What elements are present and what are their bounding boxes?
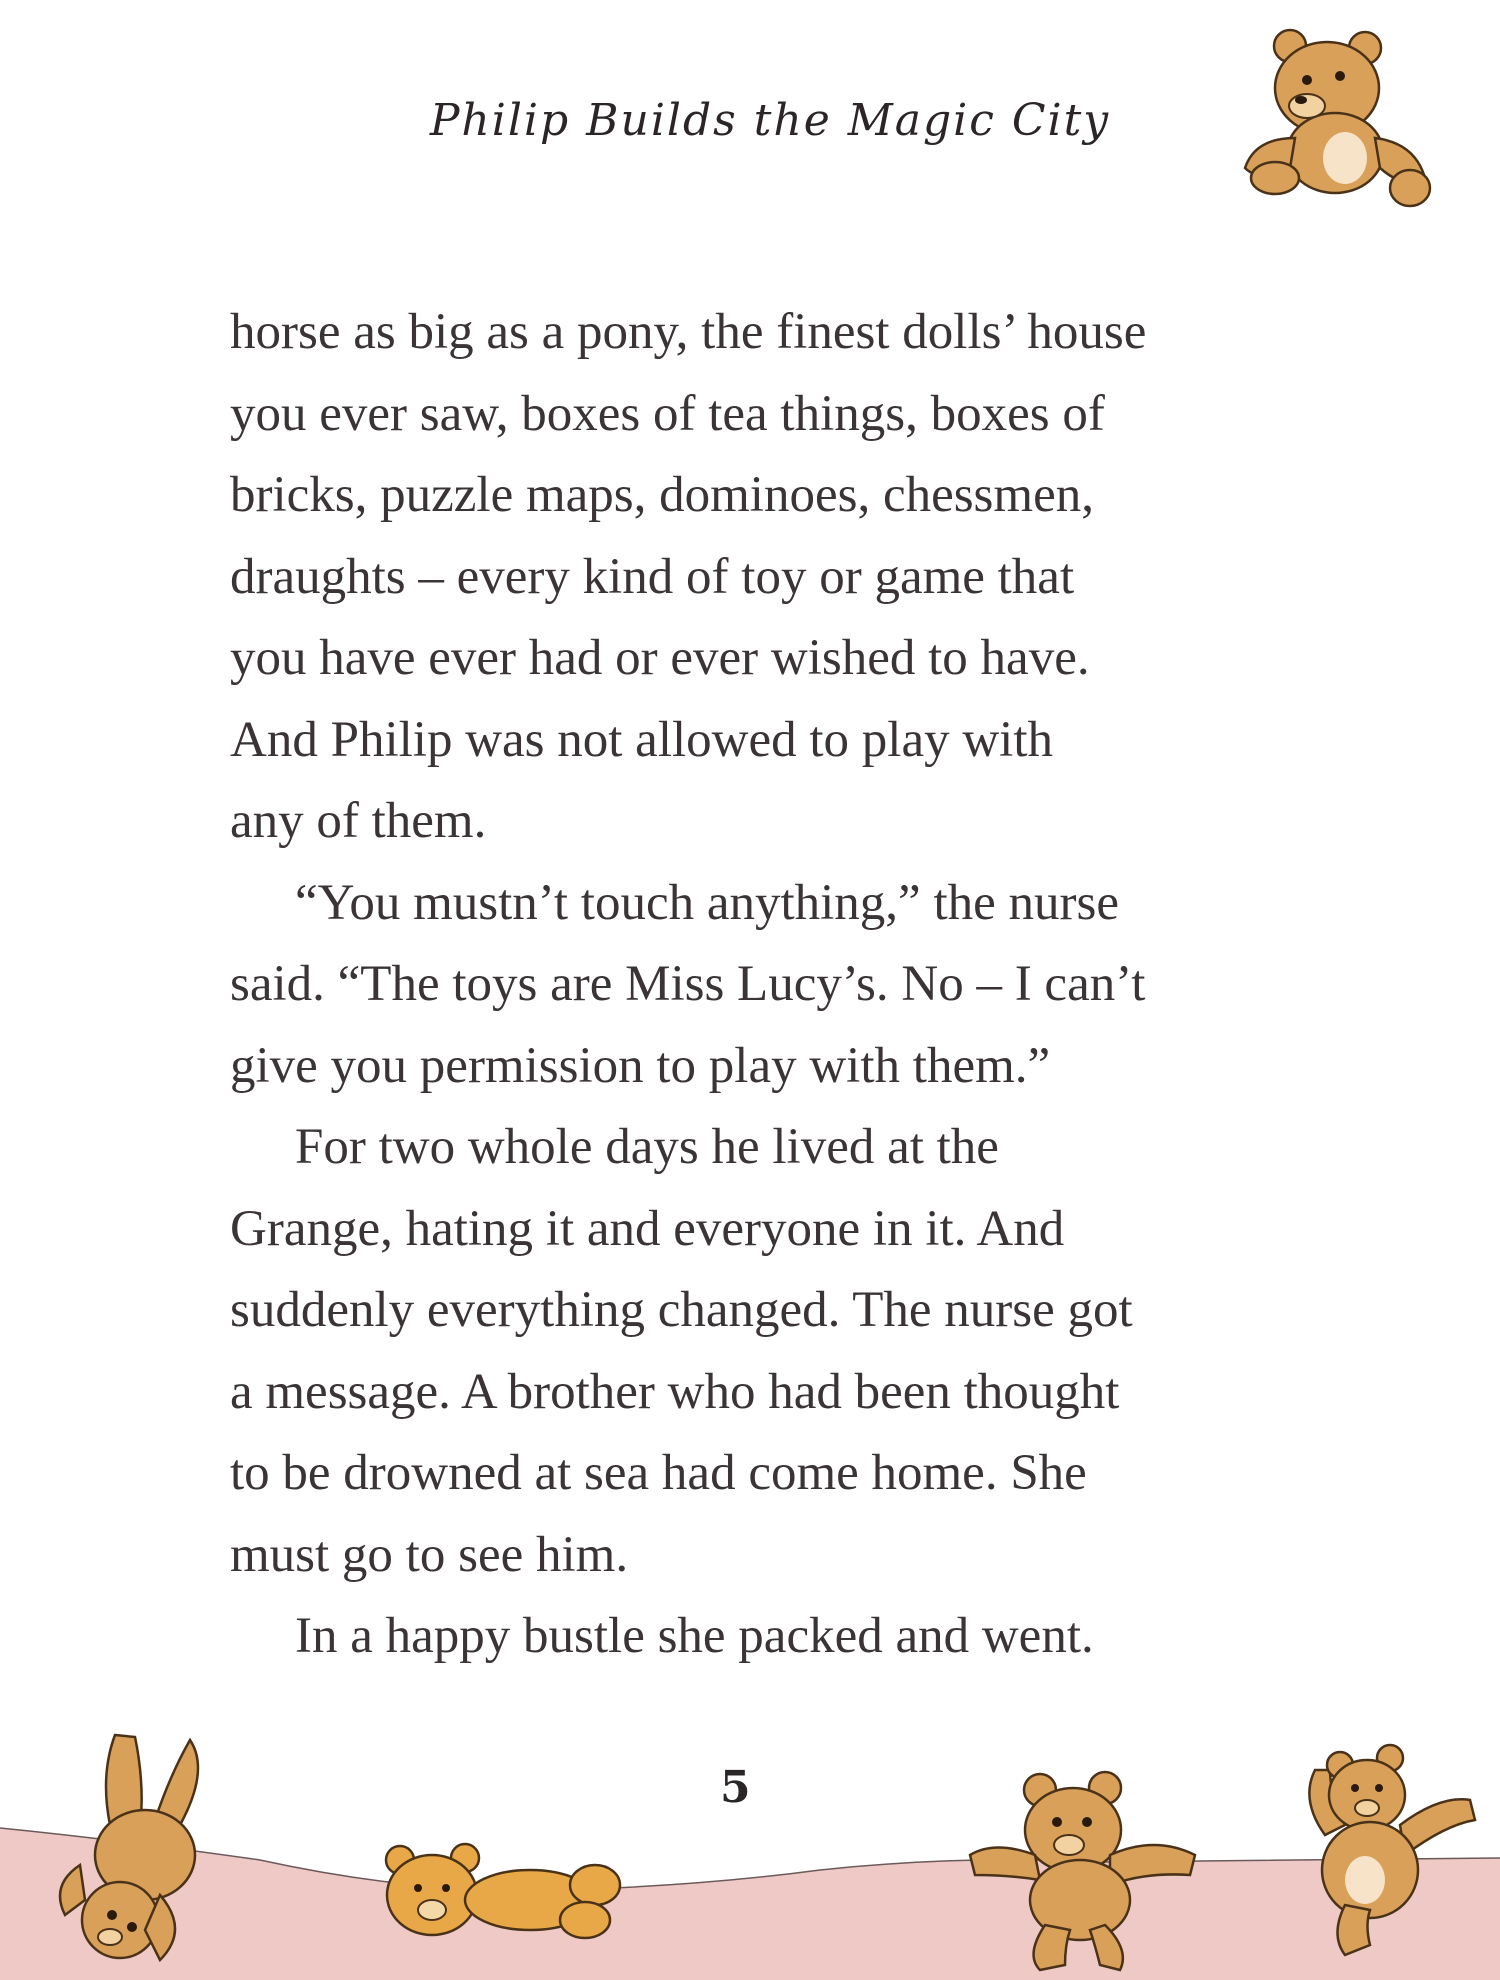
text-line: a message. A brother who had been thought (230, 1363, 1120, 1420)
teddy-bear-handstand-illustration (40, 1715, 240, 1975)
page-number: 5 (720, 1762, 751, 1813)
text-line: give you permission to play with them.” (230, 1037, 1051, 1094)
teddy-bear-dancing-illustration (965, 1760, 1205, 1975)
text-line: bricks, puzzle maps, dominoes, chessmen, (230, 467, 1094, 523)
text-line: said. “The toys are Miss Lucy’s. No – I can’t (230, 956, 1146, 1012)
text-line: you have ever had or ever wished to have. (230, 630, 1090, 686)
text-line: And Philip was not allowed to play with (230, 711, 1054, 768)
teddy-bear-lying-illustration (370, 1830, 630, 1950)
text-line: Grange, hating it and everyone in it. And (230, 1200, 1065, 1257)
text-line: In a happy bustle she packed and went. (295, 1608, 1094, 1664)
text-line: to be drowned at sea had come home. She (230, 1445, 1087, 1501)
text-line: you ever saw, boxes of tea things, boxes of (230, 385, 1105, 442)
text-line: suddenly everything changed. The nurse got (230, 1282, 1133, 1338)
text-line: draughts – every kind of toy or game that (230, 548, 1075, 605)
text-line: must go to see him. (230, 1526, 629, 1583)
text-line: “You mustn’t touch anything,” the nurse (295, 874, 1119, 931)
text-line: any of them. (230, 793, 487, 849)
running-title: Philip Builds the Magic City (429, 95, 1111, 146)
story-text (230, 292, 1250, 1678)
teddy-bear-jumping-illustration (1285, 1740, 1485, 1970)
teddy-bear-sitting-illustration (1235, 18, 1465, 208)
text-line: For two whole days he lived at the (295, 1119, 999, 1175)
text-line: horse as big as a pony, the finest dolls’ house (230, 304, 1147, 360)
